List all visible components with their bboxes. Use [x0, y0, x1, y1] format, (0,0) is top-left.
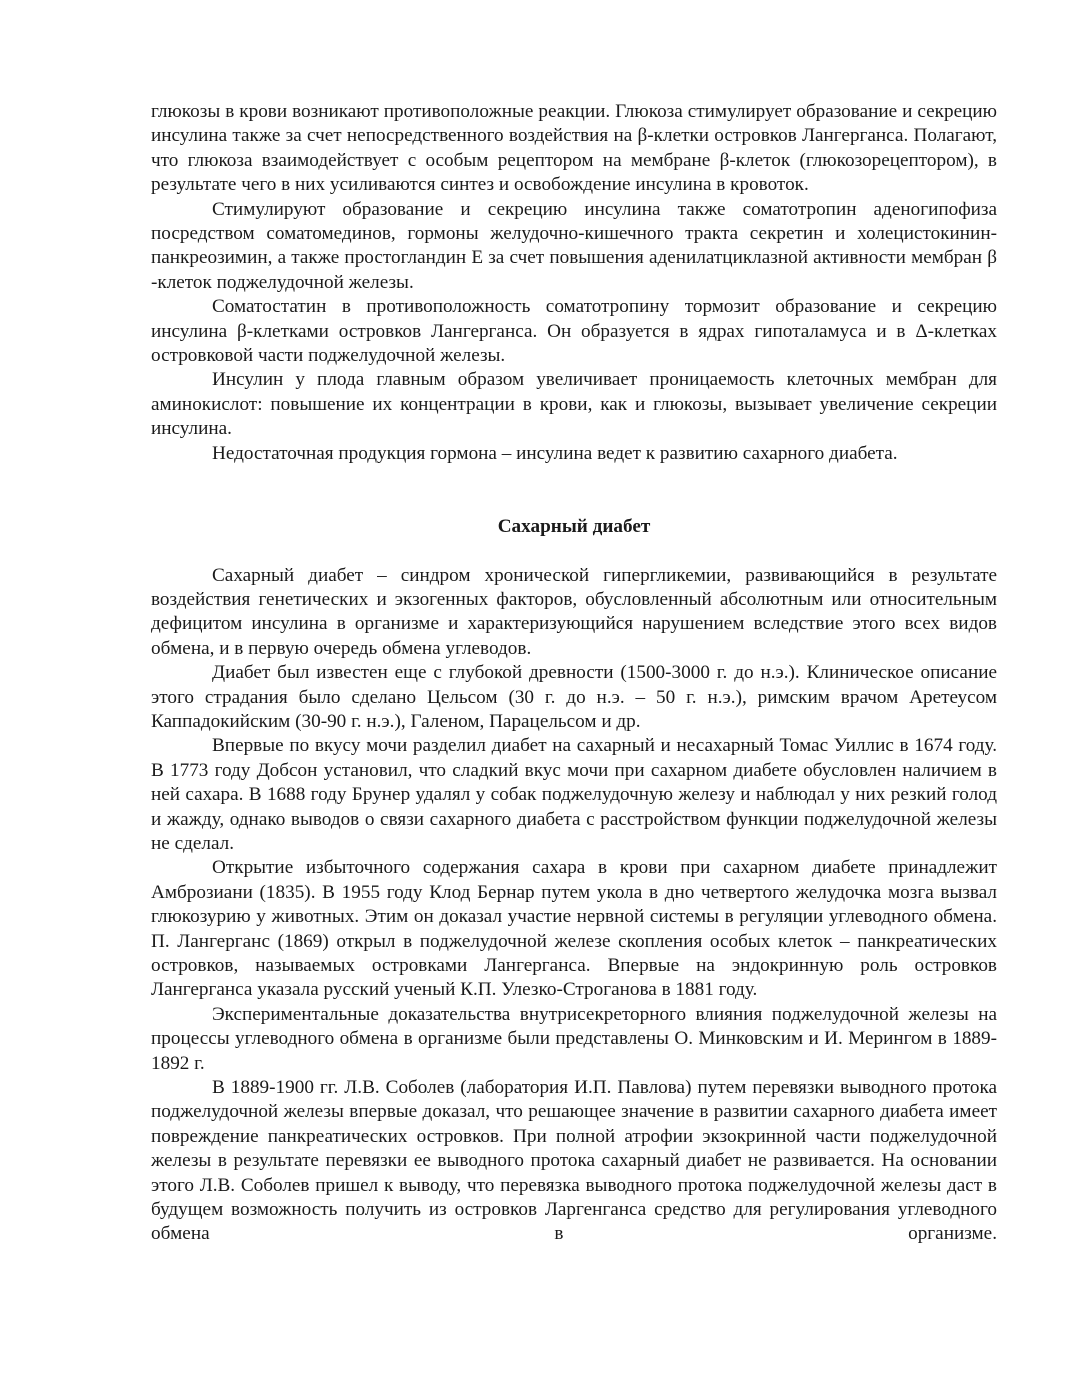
intro-paragraph-1: глюкозы в крови возникают противоположные реакции. Глюкоза стимулирует образование и секрецию инсулина также за счет непосредственного воздействия на β-клетки островков Лангерганса. Полагают, что глюкоза взаимодействует с особым рецептором на мембране β-клеток (глюкозорецептором), в результате чего в них усиливаются синтез и освобождение инсулина в кровоток. [151, 101, 997, 196]
section-heading: Сахарный диабет [497, 516, 651, 538]
intro-paragraph-4: Инсулин у плода главным образом увеличивает проницаемость клеточных мембран для аминокислот: повышение их концентрации в крови, как и глюкозы, вызывает увеличение секреции инсулина. [151, 369, 997, 440]
document-page [151, 100, 997, 1247]
intro-paragraph-3: Соматостатин в противоположность соматотропину тормозит образование и секрецию инсулина β-клетками островков Лангерганса. Он образуется в ядрах гипоталамуса и в Δ-клетках островковой части поджелудочной железы. [151, 296, 997, 367]
section-paragraph-2: Диабет был известен еще с глубокой древности (1500-3000 г. до н.э.). Клиническое описание этого страдания было сделано Цельсом (30 г. до н.э. – 50 г. н.э.), римским врачом Аретеусом Каппадокийским (30-90 г. н.э.), Галеном, Парацельсом и др. [151, 662, 997, 732]
intro-paragraph-5: Недостаточная продукция гормона – инсулина ведет к развитию сахарного диабета. [212, 442, 898, 464]
section-paragraph-3: Впервые по вкусу мочи разделил диабет на сахарный и несахарный Томас Уиллис в 1674 году. В 1773 году Добсон установил, что сладкий вкус мочи при сахарном диабете обусловлен наличием в ней сахара. В 1688 году Брунер удалял у собак поджелудочную железу и наблюдал у них резкий голод и жажду, однако выводов о связи сахарного диабета с расстройством функции поджелудочной железы не сделал. [151, 735, 997, 854]
intro-paragraph-2: Стимулируют образование и секрецию инсулина также соматотропин аденогипофиза посредством соматомединов, гормоны желудочно-кишечного тракта секретин и холецистокинин-панкреозимин, а также простогландин Е за счет повышения аденилатциклазной активности мембран β -клеток поджелудочной железы. [151, 198, 997, 293]
section-paragraph-1: Сахарный диабет – синдром хронической гипергликемии, развивающийся в результате воздействия генетических и экзогенных факторов, обусловленный абсолютным или относительным дефицитом инсулина в организме и характеризующийся нарушением вследствие этого всех видов обмена, и в первую очередь обмена углеводов. [151, 564, 997, 659]
section-paragraph-4: Открытие избыточного содержания сахара в крови при сахарном диабете принадлежит Амброзиани (1835). В 1955 году Клод Бернар путем укола в дно четвертого желудочка мозга вызвал глюкозурию у животных. Этим он доказал участие нервной системы в регуляции углеводного обмена. П. Лангерганс (1869) открыл в поджелудочной железе скопления особых клеток – панкреатических островков, называемых островками Лангерганса. Впервые на эндокринную роль островков Лангерганса указала русский ученый К.П. Улезко-Строганова в 1881 году. [151, 857, 997, 1001]
section-paragraph-6: В 1889-1900 гг. Л.В. Соболев (лаборатория И.П. Павлова) путем перевязки выводного протока поджелудочной железы впервые доказал, что решающее значение в развитии сахарного диабета имеет повреждение панкреатических островков. При полной атрофии экзокринной части поджелудочной железы в результате перевязки ее выводного протока сахарный диабет не развивается. На основании этого Л.В. Соболев пришел к выводу, что перевязка выводного протока поджелудочной железы даст в будущем возможность получить из островков Ларгенганса средство для регулирования углеводного обмена в организме. [151, 1077, 997, 1245]
section-paragraph-5: Экспериментальные доказательства внутрисекреторного влияния поджелудочной железы на процессы углеводного обмена в организме были представлены О. Минковским и И. Мерингом в 1889-1892 г. [151, 1003, 997, 1074]
